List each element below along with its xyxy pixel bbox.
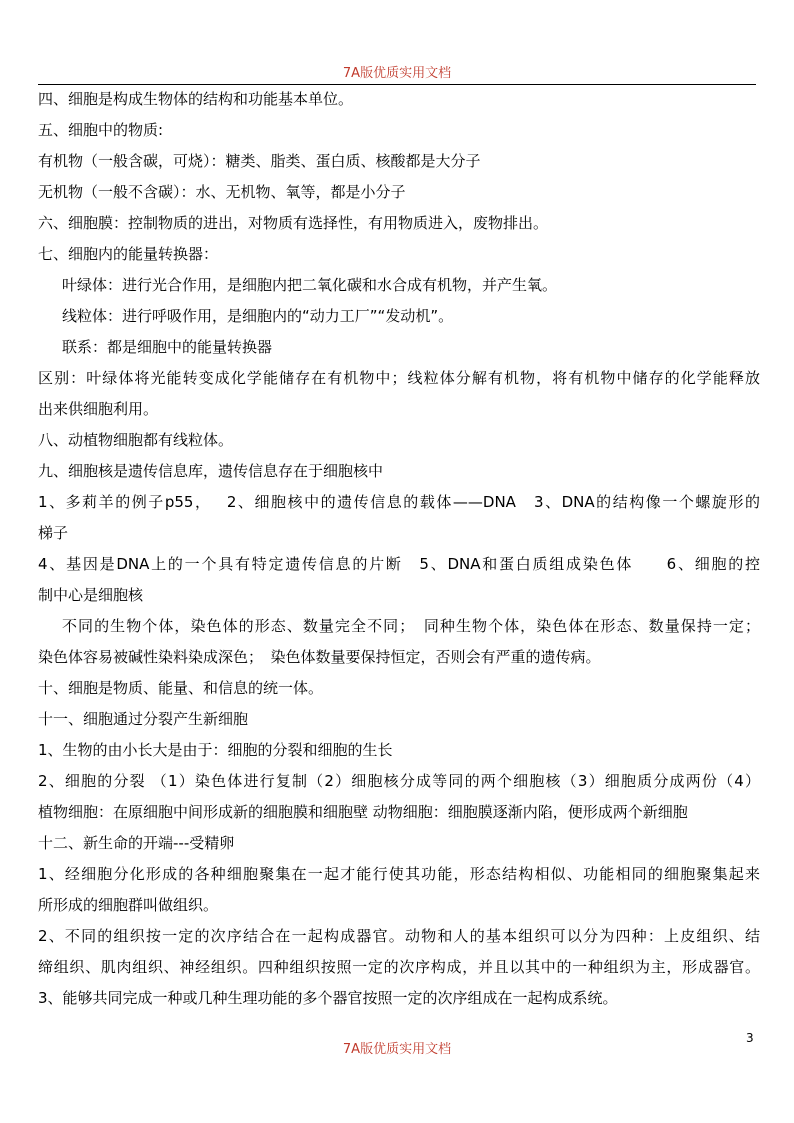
document-body bbox=[38, 84, 760, 1014]
text-line: 线粒体：进行呼吸作用，是细胞内的“动力工厂”“发动机”。 bbox=[62, 307, 454, 325]
text-line: 叶绿体：进行光合作用，是细胞内把二氧化碳和水合成有机物，并产生氧。 bbox=[62, 276, 558, 294]
text-line: 八、动植物细胞都有线粒体。 bbox=[38, 431, 234, 449]
text-line: 制中心是细胞核 bbox=[38, 586, 144, 604]
text-line: 区别：叶绿体将光能转变成化学能储存在有机物中；线粒体分解有机物，将有机物中储存的化学能释放 bbox=[38, 369, 760, 387]
text-line: 4、基因是DNA上的一个具有特定遗传信息的片断 5、DNA和蛋白质组成染色体 6、细胞的控 bbox=[38, 555, 760, 573]
text-line: 出来供细胞利用。 bbox=[38, 400, 159, 418]
text-line: 1、生物的由小长大是由于：细胞的分裂和细胞的生长 bbox=[38, 741, 393, 759]
text-line: 梯子 bbox=[38, 524, 69, 542]
text-line: 缔组织、肌肉组织、神经组织。四种组织按照一定的次序构成，并且以其中的一种组织为主，形成器官。 bbox=[38, 958, 760, 976]
page-number: 3 bbox=[746, 1031, 754, 1045]
text-line: 3、能够共同完成一种或几种生理功能的多个器官按照一定的次序组成在一起构成系统。 bbox=[38, 989, 618, 1007]
text-line: 十、细胞是物质、能量、和信息的统一体。 bbox=[38, 679, 324, 697]
text-line: 联系：都是细胞中的能量转换器 bbox=[62, 338, 273, 356]
page-header: 7A版优质实用文档 bbox=[342, 66, 452, 81]
page-footer: 7A版优质实用文档 bbox=[342, 1042, 452, 1057]
text-line: 1、经细胞分化形成的各种细胞聚集在一起才能行使其功能，形态结构相似、功能相同的细胞聚集起来 bbox=[38, 865, 760, 883]
text-line: 1、多莉羊的例子p55， 2、细胞核中的遗传信息的载体——DNA 3、DNA的结构像一个螺旋形的 bbox=[38, 493, 760, 511]
text-line: 植物细胞：在原细胞中间形成新的细胞膜和细胞壁 动物细胞：细胞膜逐渐内陷，便形成两个新细胞 bbox=[38, 803, 688, 821]
text-line: 七、细胞内的能量转换器： bbox=[38, 245, 219, 263]
text-line: 六、细胞膜：控制物质的进出，对物质有选择性，有用物质进入，废物排出。 bbox=[38, 214, 549, 232]
text-line: 有机物（一般含碳，可烧）：糖类、脂类、蛋白质、核酸都是大分子 bbox=[38, 152, 481, 170]
text-line: 四、细胞是构成生物体的结构和功能基本单位。 bbox=[38, 90, 354, 108]
text-line: 不同的生物个体，染色体的形态、数量完全不同； 同种生物个体，染色体在形态、数量保持一定； bbox=[62, 617, 760, 635]
text-line: 2、不同的组织按一定的次序结合在一起构成器官。动物和人的基本组织可以分为四种：上皮组织、结 bbox=[38, 927, 760, 945]
text-line: 五、细胞中的物质: bbox=[38, 121, 164, 139]
text-line: 十一、细胞通过分裂产生新细胞 bbox=[38, 710, 249, 728]
text-line: 无机物（一般不含碳）：水、无机物、氧等，都是小分子 bbox=[38, 183, 406, 201]
text-line: 十二、新生命的开端---受精卵 bbox=[38, 834, 235, 852]
text-line: 2、细胞的分裂 （1）染色体进行复制（2）细胞核分成等同的两个细胞核（3）细胞质分成两份（4） bbox=[38, 772, 760, 790]
text-line: 染色体容易被碱性染料染成深色； 染色体数量要保持恒定，否则会有严重的遗传病。 bbox=[38, 648, 601, 666]
text-line: 所形成的细胞群叫做组织。 bbox=[38, 896, 219, 914]
text-line: 九、细胞核是遗传信息库，遗传信息存在于细胞核中 bbox=[38, 462, 384, 480]
